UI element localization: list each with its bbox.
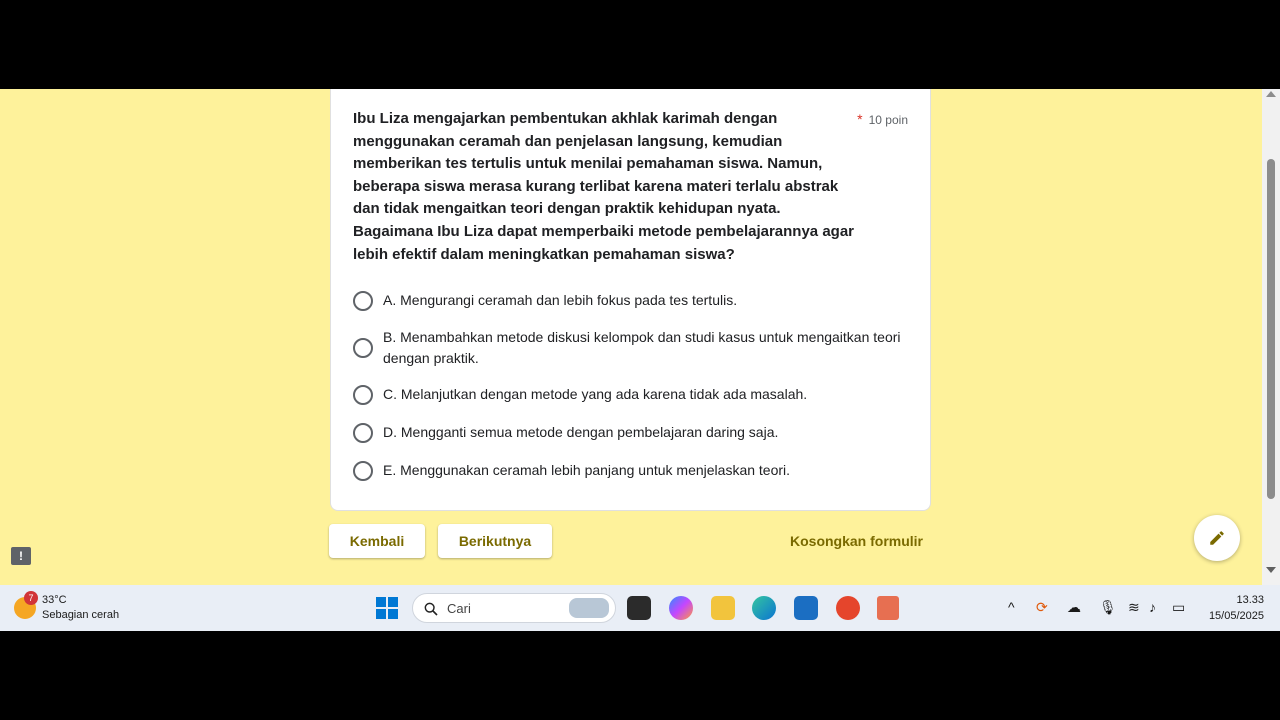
chevron-up-icon[interactable]: ^ xyxy=(1008,599,1015,615)
search-icon xyxy=(423,601,439,617)
radio-button[interactable] xyxy=(353,291,373,311)
volume-icon[interactable]: ♪ xyxy=(1149,599,1156,615)
points-label xyxy=(857,111,908,127)
screen xyxy=(0,89,1280,631)
option-label: A. Mengurangi ceramah dan lebih fokus pada tes tertulis. xyxy=(383,292,738,308)
required-asterisk: * xyxy=(857,111,863,127)
clear-form-button[interactable]: Kosongkan formulir xyxy=(790,533,924,549)
question-text: Ibu Liza mengajarkan pembentukan akhlak karimah dengan menggunakan ceramah dan penjelasan langsung, kemudian memberikan tes tertulis untuk menilai pemahaman siswa. Namun, beberapa siswa merasa kurang terlibat karena materi terlalu abstrak dan tidak mengaitkan teori dengan praktik kehidupan nyata. Bagaimana Ibu Liza dapat memperbaiki metode pembelajarannya agar lebih efektif dalam meningkatkan pemahaman siswa? xyxy=(353,110,854,263)
option-label: B. Menambahkan metode diskusi kelompok dan studi kasus untuk mengaitkan teori dengan praktik. xyxy=(383,329,901,366)
task-view-icon[interactable] xyxy=(627,596,651,620)
notification-badge: 7 xyxy=(24,591,38,605)
option-c[interactable] xyxy=(353,384,913,405)
wifi-icon[interactable]: ≋ xyxy=(1128,599,1140,615)
radio-button[interactable] xyxy=(353,423,373,443)
option-d[interactable] xyxy=(353,422,913,443)
report-feedback-icon[interactable]: ! xyxy=(11,547,31,565)
start-button[interactable] xyxy=(376,597,398,619)
search-highlight-icon xyxy=(569,598,609,618)
time: 13.33 xyxy=(1236,594,1264,606)
pencil-icon xyxy=(1208,529,1226,547)
points-value: 10 poin xyxy=(868,113,908,127)
weather-sun-icon xyxy=(14,593,36,619)
battery-icon[interactable]: ▭ xyxy=(1172,599,1186,615)
radio-button[interactable] xyxy=(353,338,373,358)
weather-description: Sebagian cerah xyxy=(42,609,120,621)
option-label: D. Mengganti semua metode dengan pembelajaran daring saja. xyxy=(383,424,779,440)
taskbar-search[interactable] xyxy=(412,593,616,623)
next-button[interactable]: Berikutnya xyxy=(438,524,552,558)
back-button[interactable]: Kembali xyxy=(329,524,425,558)
option-e[interactable] xyxy=(353,460,913,481)
option-label: E. Menggunakan ceramah lebih panjang untuk menjelaskan teori. xyxy=(383,462,791,478)
radio-button[interactable] xyxy=(353,461,373,481)
edit-button[interactable] xyxy=(1194,515,1240,561)
search-label: Cari xyxy=(447,600,471,616)
question-card xyxy=(330,89,931,511)
copilot-icon[interactable] xyxy=(669,596,693,620)
file-explorer-icon[interactable] xyxy=(711,596,735,620)
scrollbar-thumb[interactable] xyxy=(1267,159,1275,499)
date: 15/05/2025 xyxy=(1208,610,1264,622)
option-a[interactable] xyxy=(353,290,913,311)
brave-browser-icon[interactable] xyxy=(836,596,860,620)
cloud-icon[interactable]: ☁ xyxy=(1067,599,1081,615)
snipping-tool-icon[interactable] xyxy=(877,596,899,620)
store-icon[interactable] xyxy=(794,596,818,620)
microphone-icon[interactable]: 🎙 xyxy=(1099,599,1117,615)
weather-temperature: 33°C xyxy=(42,594,67,606)
taskbar xyxy=(0,585,1280,631)
option-b[interactable] xyxy=(353,327,913,369)
sync-icon[interactable]: ⟳ xyxy=(1036,599,1048,615)
option-label: C. Melanjutkan dengan metode yang ada karena tidak ada masalah. xyxy=(383,386,808,402)
weather-widget[interactable] xyxy=(14,593,119,623)
scroll-up-arrow-icon[interactable] xyxy=(1266,91,1276,97)
form-page xyxy=(0,89,1262,585)
scroll-down-arrow-icon[interactable] xyxy=(1266,567,1276,573)
clock[interactable] xyxy=(1204,592,1264,624)
radio-button[interactable] xyxy=(353,385,373,405)
scrollbar[interactable] xyxy=(1262,89,1280,585)
edge-browser-icon[interactable] xyxy=(752,596,776,620)
